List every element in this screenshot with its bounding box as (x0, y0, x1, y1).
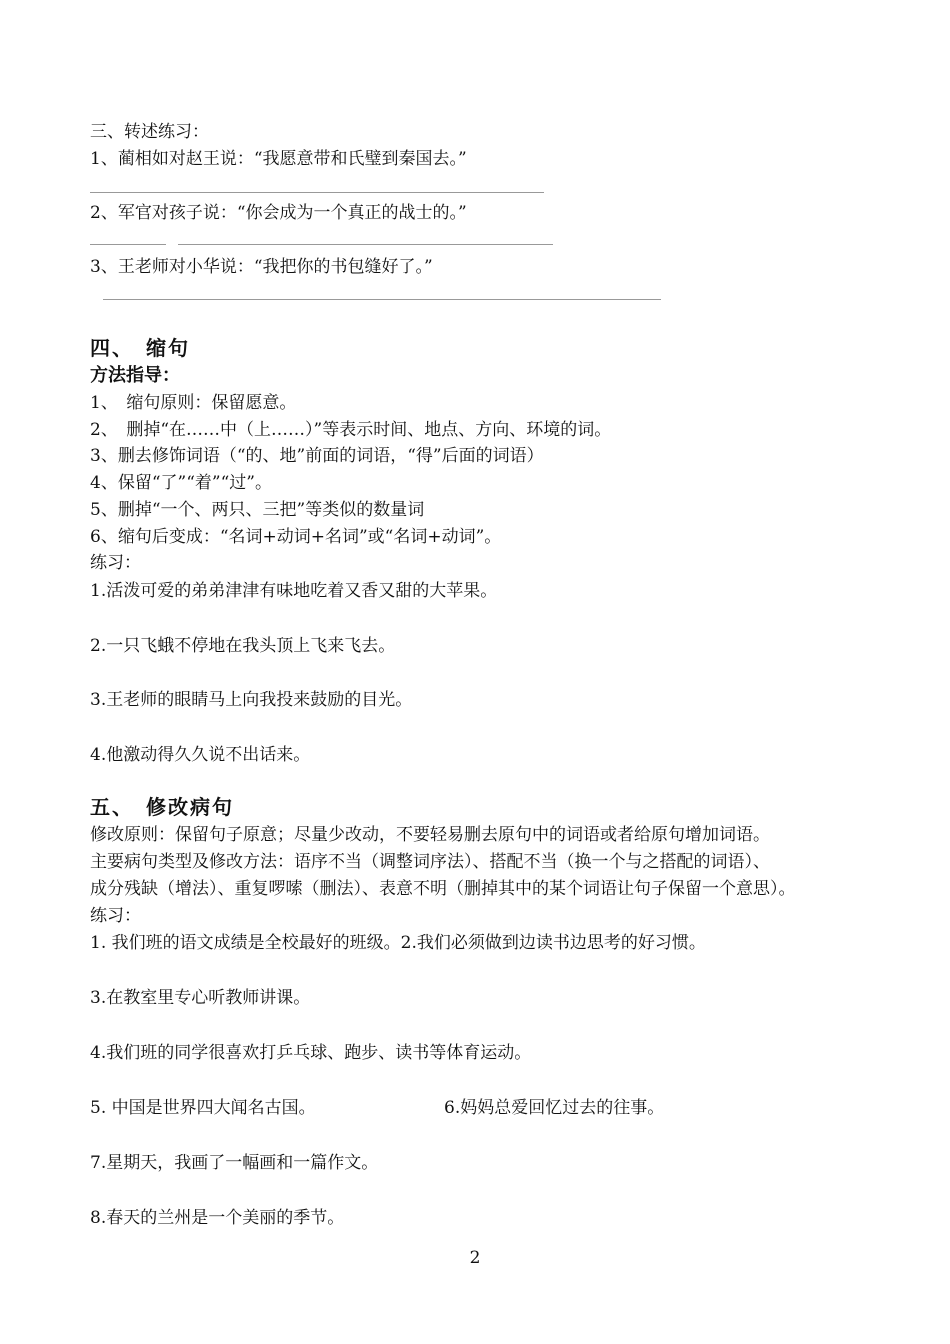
condense-exercise-3: 3.王老师的眼睛马上向我投来鼓励的目光。 (90, 690, 413, 710)
condense-exercise-4: 4.他激动得久久说不出话来。 (90, 745, 311, 765)
section3-title: 三、转述练习： (90, 122, 209, 142)
method-item-3: 3、删去修饰词语（“的、地”前面的词语，“得”后面的词语） (90, 446, 544, 466)
error-types-line-1: 主要病句类型及修改方法：语序不当（调整词序法）、搭配不当（换一个与之搭配的词语）、 (90, 852, 770, 872)
condense-exercise-1: 1.活泼可爱的弟弟津津有味地吃着又香又甜的大苹果。 (90, 581, 498, 601)
section5-title: 五、 修改病句 (90, 795, 234, 819)
section3-item-1: 1、蔺相如对赵王说：“我愿意带和氏璧到秦国去。” (90, 149, 467, 169)
answer-line-3[interactable] (103, 299, 661, 300)
method-item-5: 5、删掉“一个、两只、三把”等类似的数量词 (90, 500, 425, 520)
revise-exercise-3: 3.在教室里专心听教师讲课。 (90, 988, 311, 1008)
page-number: 2 (469, 1248, 481, 1268)
revise-exercise-1-2: 1. 我们班的语文成绩是全校最好的班级。2.我们必须做到边读书边思考的好习惯。 (90, 933, 706, 953)
revise-exercise-7: 7.星期天，我画了一幅画和一篇作文。 (90, 1153, 379, 1173)
error-types-line-2: 成分残缺（增法）、重复啰嗦（删法）、表意不明（删掉其中的某个词语让句子保留一个意思）。 (90, 879, 796, 899)
practice-label: 练习： (90, 553, 141, 573)
practice-label-2: 练习： (90, 906, 141, 926)
method-item-2: 2、 删掉“在……中（上……）”等表示时间、地点、方向、环境的词。 (90, 420, 612, 440)
method-item-6: 6、缩句后变成：“名词+动词+名词”或“名词+动词”。 (90, 527, 502, 547)
answer-line-2a[interactable] (90, 244, 166, 245)
revise-exercise-6: 6.妈妈总爱回忆过去的往事。 (444, 1098, 665, 1118)
method-item-4: 4、保留“了”“着”“过”。 (90, 473, 272, 493)
method-item-1: 1、 缩句原则：保留愿意。 (90, 393, 297, 413)
section3-item-2: 2、军官对孩子说：“你会成为一个真正的战士的。” (90, 203, 467, 223)
revise-exercise-5: 5. 中国是世界四大闻名古国。 (90, 1098, 316, 1118)
revise-exercise-8: 8.春天的兰州是一个美丽的季节。 (90, 1208, 345, 1228)
answer-line-1[interactable] (90, 192, 544, 193)
revision-principle: 修改原则：保留句子原意；尽量少改动，不要轻易删去原句中的词语或者给原句增加词语。 (90, 825, 770, 845)
section4-title: 四、 缩句 (90, 336, 190, 360)
answer-line-2b[interactable] (178, 244, 553, 245)
method-guide-title: 方法指导： (90, 365, 180, 386)
revise-exercise-4: 4.我们班的同学很喜欢打乒乓球、跑步、读书等体育运动。 (90, 1043, 532, 1063)
condense-exercise-2: 2.一只飞蛾不停地在我头顶上飞来飞去。 (90, 636, 396, 656)
section3-item-3: 3、王老师对小华说：“我把你的书包缝好了。” (90, 257, 433, 277)
